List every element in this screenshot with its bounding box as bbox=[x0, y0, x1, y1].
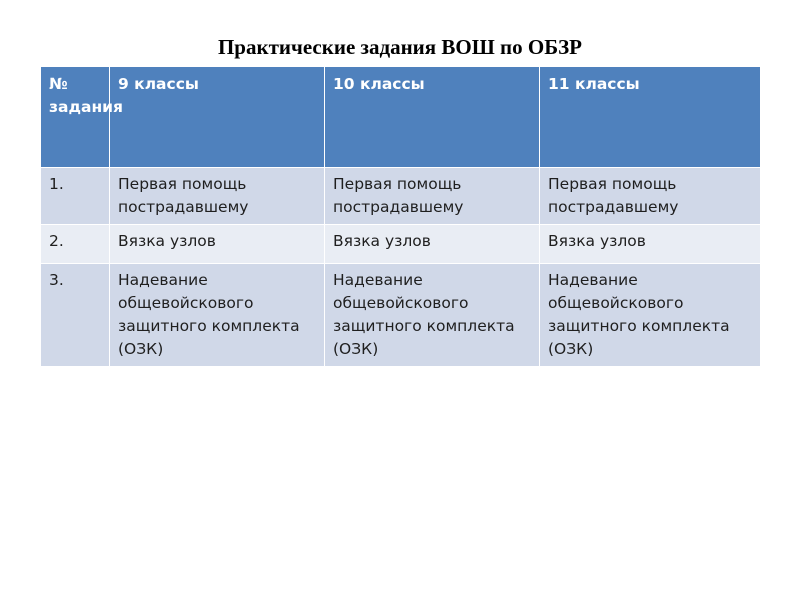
task-number-cell: 1. bbox=[41, 168, 110, 225]
grade-9-cell: Вязка узлов bbox=[110, 225, 325, 264]
table-header-row bbox=[41, 67, 761, 168]
grade-11-cell: Надевание общевойскового защитного комплекта (ОЗК) bbox=[540, 264, 761, 367]
grade-11-cell: Вязка узлов bbox=[540, 225, 761, 264]
grade-10-cell: Вязка узлов bbox=[325, 225, 540, 264]
task-number-cell: 3. bbox=[41, 264, 110, 367]
table-row bbox=[41, 225, 761, 264]
grade-9-cell: Первая помощь пострадавшему bbox=[110, 168, 325, 225]
header-grade-10: 10 классы bbox=[325, 67, 540, 168]
header-task-number: № задания bbox=[41, 67, 110, 168]
table-row bbox=[41, 264, 761, 367]
header-grade-9: 9 классы bbox=[110, 67, 325, 168]
tasks-table bbox=[40, 66, 761, 367]
task-number-cell: 2. bbox=[41, 225, 110, 264]
header-grade-11: 11 классы bbox=[540, 67, 761, 168]
table-row bbox=[41, 168, 761, 225]
grade-10-cell: Надевание общевойскового защитного комплекта (ОЗК) bbox=[325, 264, 540, 367]
grade-9-cell: Надевание общевойскового защитного комплекта (ОЗК) bbox=[110, 264, 325, 367]
page-title: Практические задания ВОШ по ОБЗР bbox=[217, 35, 583, 59]
grade-10-cell: Первая помощь пострадавшему bbox=[325, 168, 540, 225]
grade-11-cell: Первая помощь пострадавшему bbox=[540, 168, 761, 225]
